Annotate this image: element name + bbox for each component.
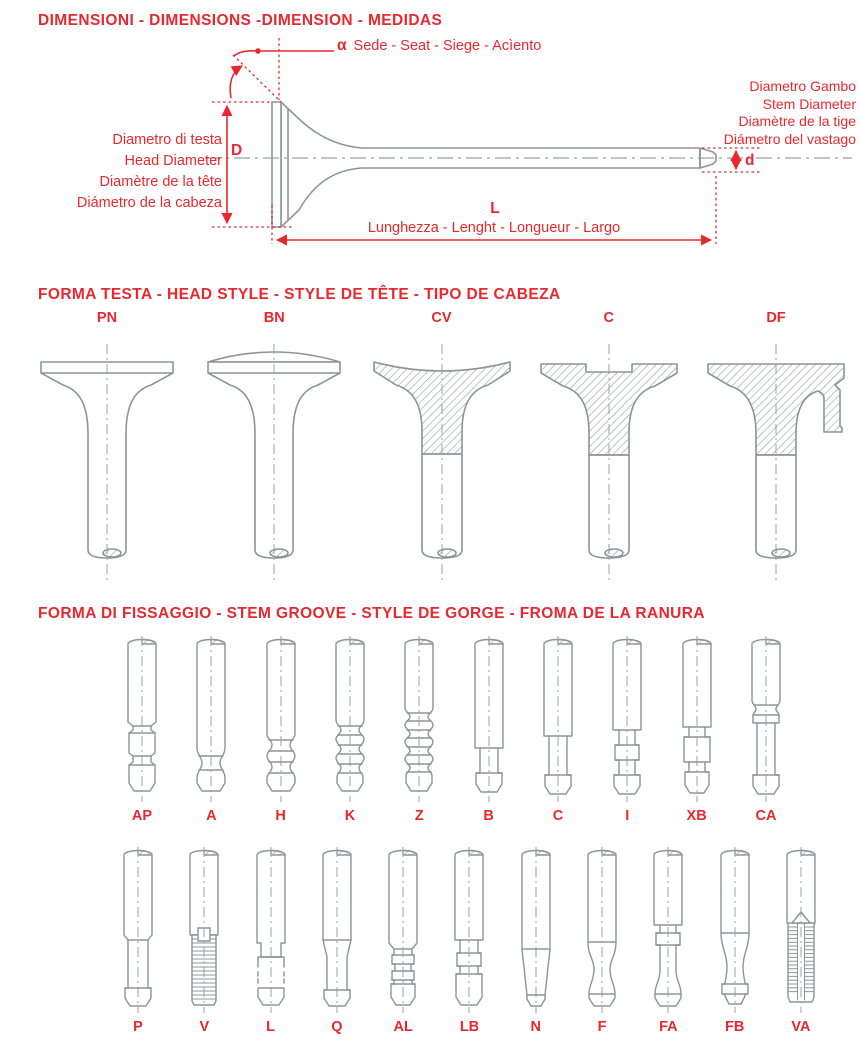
alpha-symbol: α: [337, 37, 347, 54]
stem-diameter-line: Diametro Gambo: [749, 78, 856, 94]
style-code-label: Z: [414, 808, 424, 824]
style-code-label: C: [603, 310, 614, 326]
style-code-label: B: [483, 808, 494, 824]
figure-VA: [769, 845, 833, 1037]
figure-CA: [734, 634, 798, 826]
head-diameter-symbol: D: [231, 142, 243, 159]
figure-BN: [194, 308, 354, 586]
valve-drawing-C: [529, 328, 689, 586]
stem-diameter-line: Diamètre de la tige: [738, 113, 856, 129]
valve-drawing-FB: [699, 845, 771, 1017]
style-code-label: LB: [459, 1019, 480, 1035]
figure-K: [318, 634, 382, 826]
style-code-label: L: [266, 1019, 276, 1035]
seat-angle-label: [337, 37, 541, 55]
stem-diameter-symbol: d: [745, 152, 755, 169]
figure-PN: [27, 308, 187, 586]
valve-drawing-Q: [301, 845, 373, 1017]
figure-CV: [362, 308, 522, 586]
style-code-label: FA: [659, 1019, 678, 1035]
head-diameter-label: [0, 130, 222, 214]
style-code-label: XB: [686, 808, 707, 824]
stem-groove-section-title: FORMA DI FISSAGGIO - STEM GROOVE - STYLE DE GORGE - FROMA DE LA RANURA: [38, 605, 705, 622]
valve-drawing-LB: [433, 845, 505, 1017]
style-code-label: C: [552, 808, 564, 824]
style-code-label: DF: [766, 310, 786, 326]
figure-C: [529, 308, 689, 586]
valve-drawing-F: [566, 845, 638, 1017]
figure-C: [526, 634, 590, 826]
valve-drawing-P: [102, 845, 174, 1017]
valve-drawing-AP: [106, 634, 178, 806]
figure-XB: [665, 634, 729, 826]
valve-drawing-N: [500, 845, 572, 1017]
figure-AL: [371, 845, 435, 1037]
style-code-label: VA: [791, 1019, 811, 1035]
head-diameter-line: Diametro di testa: [112, 132, 222, 148]
stem-diameter-line: Stem Diameter: [762, 95, 856, 112]
figure-H: [249, 634, 313, 826]
dimensions-section-title: DIMENSIONI - DIMENSIONS -DIMENSION - MEDIDAS: [38, 12, 443, 29]
figure-L: [239, 845, 303, 1037]
figure-Q: [305, 845, 369, 1037]
style-code-label: CA: [755, 808, 777, 824]
valve-drawing-XB: [661, 634, 733, 806]
figure-B: [457, 634, 521, 826]
style-code-label: PN: [96, 310, 118, 326]
length-label: Lunghezza - Lenght - Longueur - Largo: [367, 220, 621, 236]
valve-drawing-H: [245, 634, 317, 806]
figure-N: [504, 845, 568, 1037]
valve-drawing-L: [235, 845, 307, 1017]
style-code-label: I: [625, 808, 630, 824]
stem-diameter-line: Diámetro del vastago: [723, 130, 856, 147]
seat-label-text: Sede - Seat - Siege - Acìento: [353, 38, 542, 54]
figure-P: [106, 845, 170, 1037]
valve-drawing-CV: [362, 328, 522, 586]
valve-drawing-A: [175, 634, 247, 806]
head-style-section-title: FORMA TESTA - HEAD STYLE - STYLE DE TÊTE - TIPO DE CABEZA: [38, 286, 561, 303]
valve-drawing-C: [522, 634, 594, 806]
head-diameter-line: Diámetro de la cabeza: [76, 195, 222, 211]
style-code-label: AL: [393, 1019, 413, 1035]
style-code-label: BN: [263, 310, 285, 326]
style-code-label: A: [206, 808, 217, 824]
valve-drawing-V: [168, 845, 240, 1017]
head-diameter-line: Head Diameter: [124, 153, 222, 169]
figure-V: [172, 845, 236, 1037]
head-diameter-line: Diamètre de la tête: [99, 174, 222, 190]
figure-A: [179, 634, 243, 826]
figure-AP: [110, 634, 174, 826]
length-symbol: L: [490, 200, 500, 217]
style-code-label: N: [530, 1019, 542, 1035]
style-code-label: P: [133, 1019, 143, 1035]
valve-drawing-CA: [730, 634, 802, 806]
style-code-label: Q: [331, 1019, 343, 1035]
valve-drawing-B: [453, 634, 525, 806]
figure-I: [595, 634, 659, 826]
valve-drawing-K: [314, 634, 386, 806]
valve-drawing-PN: [27, 328, 187, 586]
stem-groove-row-2: [106, 845, 833, 1037]
style-code-label: F: [597, 1019, 607, 1035]
valve-drawing-DF: [696, 328, 856, 586]
figure-F: [570, 845, 634, 1037]
style-code-label: CV: [431, 310, 452, 326]
figure-FA: [636, 845, 700, 1037]
valve-drawing-I: [591, 634, 663, 806]
style-code-label: AP: [131, 808, 153, 824]
valve-drawing-Z: [383, 634, 455, 806]
head-style-row: [27, 308, 856, 586]
valve-drawing-FA: [632, 845, 704, 1017]
stem-groove-row-1: [110, 634, 798, 826]
style-code-label: FB: [725, 1019, 745, 1035]
stem-diameter-label: [556, 78, 856, 148]
figure-DF: [696, 308, 856, 586]
style-code-label: K: [344, 808, 356, 824]
style-code-label: V: [199, 1019, 210, 1035]
valve-drawing-BN: [194, 328, 354, 586]
valve-drawing-AL: [367, 845, 439, 1017]
figure-Z: [387, 634, 451, 826]
figure-LB: [437, 845, 501, 1037]
valve-drawing-VA: [765, 845, 837, 1017]
style-code-label: H: [275, 808, 286, 824]
figure-FB: [703, 845, 767, 1037]
